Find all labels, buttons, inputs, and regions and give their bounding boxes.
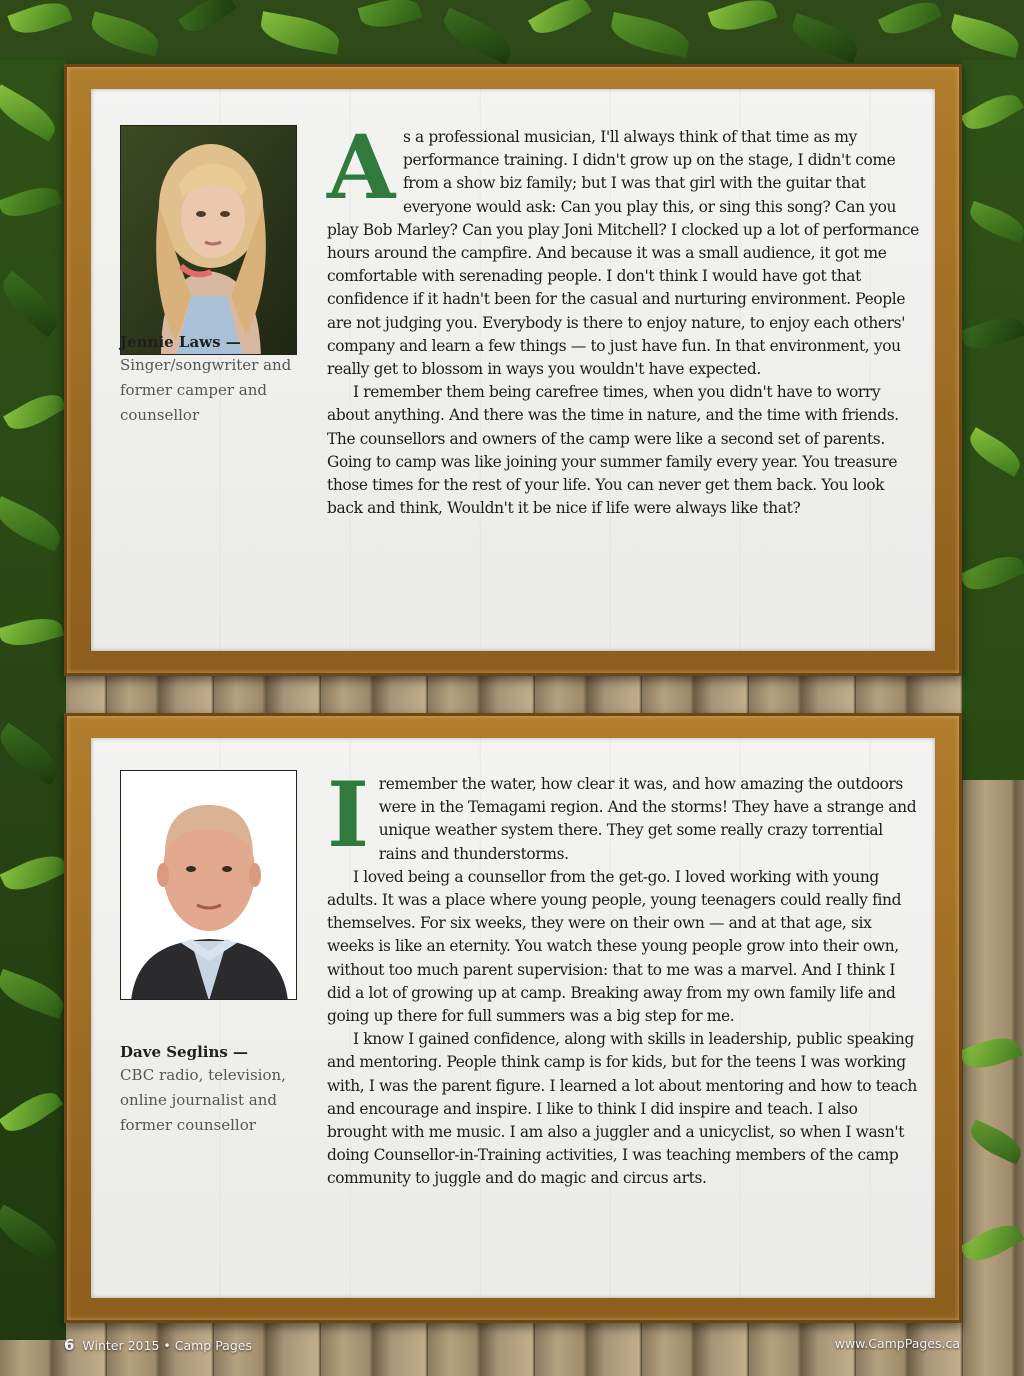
foliage-left	[0, 60, 66, 1340]
article-text-jennie-laws	[327, 115, 921, 520]
person-name: Jennie Laws —	[120, 333, 241, 351]
page-number: 6	[64, 1336, 75, 1354]
issue-label: Winter 2015 • Camp Pages	[82, 1338, 252, 1353]
caption-jennie-laws	[120, 331, 305, 428]
footer-website[interactable]: www.CampPages.ca	[834, 1336, 960, 1351]
person-name: Dave Seglins —	[120, 1043, 249, 1061]
caption-dave-seglins	[120, 1041, 305, 1138]
story-panel-board	[91, 738, 935, 1298]
person-role: Singer/songwriter and former camper and counsellor	[120, 356, 292, 424]
footer-issue-info	[64, 1336, 252, 1356]
foliage-right	[962, 60, 1024, 780]
portrait-photo-dave-seglins	[120, 770, 297, 1000]
article-paragraph: I loved being a counsellor from the get-go. I loved working with young adults. It was a place where young people, young teenagers could really find themselves. For six weeks, they were on their own — and at that age, six weeks is like an eternity. You watch these young people grow into their own, without too much parent supervision: that to me was a marvel. And I think I did a lot of growing up at camp. Breaking away from my own family life and going up there for full summers was a big step for me.	[327, 867, 902, 1026]
article-paragraph: s a professional musician, I'll always think of that time as my performance training. I didn't grow up on the stage, I didn't come from a show biz family; but I was that girl with the guitar that everyone would ask: Can you play this, or sing this song? Can you play Bob Marley? Can you play Joni Mitchell? I clocked up a lot of performance hours around the campfire. And because it was a small audience, it got me comfortable with serenading people. I don't think I would have got that confidence if it hadn't been for the casual and nurturing environment. People are not judging you. Everybody is there to enjoy nature, to enjoy each others' company and learn a few things — to just have fun. In that environment, you really get to blossom in ways you wouldn't have expected.	[327, 128, 919, 379]
story-panel-board	[91, 89, 935, 651]
portrait-photo-jennie-laws	[120, 125, 297, 355]
story-panel-jennie-laws	[64, 64, 962, 676]
foliage-right-lower	[962, 1020, 1024, 1340]
person-role: CBC radio, television, online journalist and former counsellor	[120, 1066, 286, 1134]
drop-cap: I	[327, 762, 369, 868]
drop-cap: A	[327, 115, 395, 219]
article-paragraph: I remember them being carefree times, when you didn't have to worry about anything. And there was the time in nature, and the time with friends. The counsellors and owners of the camp were like a second set of parents. Going to camp was like joining your summer family every year. You treasure those times for the rest of your life. You can never get them back. You look back and think, Wouldn't it be nice if life were always like that?	[327, 383, 899, 518]
article-paragraph: I know I gained confidence, along with skills in leadership, public speaking and mentoring. People think camp is for kids, but for the teens I was working with, I was the parent figure. I learned a lot about mentoring and how to teach and encourage and inspire. I like to think I did inspire and teach. I also brought with me music. I am also a juggler and a unicyclist, so when I wasn't doing Counsellor-in-Training activities, I was teaching members of the camp community to juggle and do magic and circus arts.	[327, 1030, 917, 1188]
article-paragraph: remember the water, how clear it was, and how amazing the outdoors were in the Temagami region. And the storms! They have a strange and unique weather system there. They get some really crazy torrential rains and thunderstorms.	[378, 775, 917, 863]
article-text-dave-seglins	[327, 762, 921, 1191]
foliage-top	[0, 0, 1024, 70]
story-panel-dave-seglins	[64, 713, 962, 1323]
